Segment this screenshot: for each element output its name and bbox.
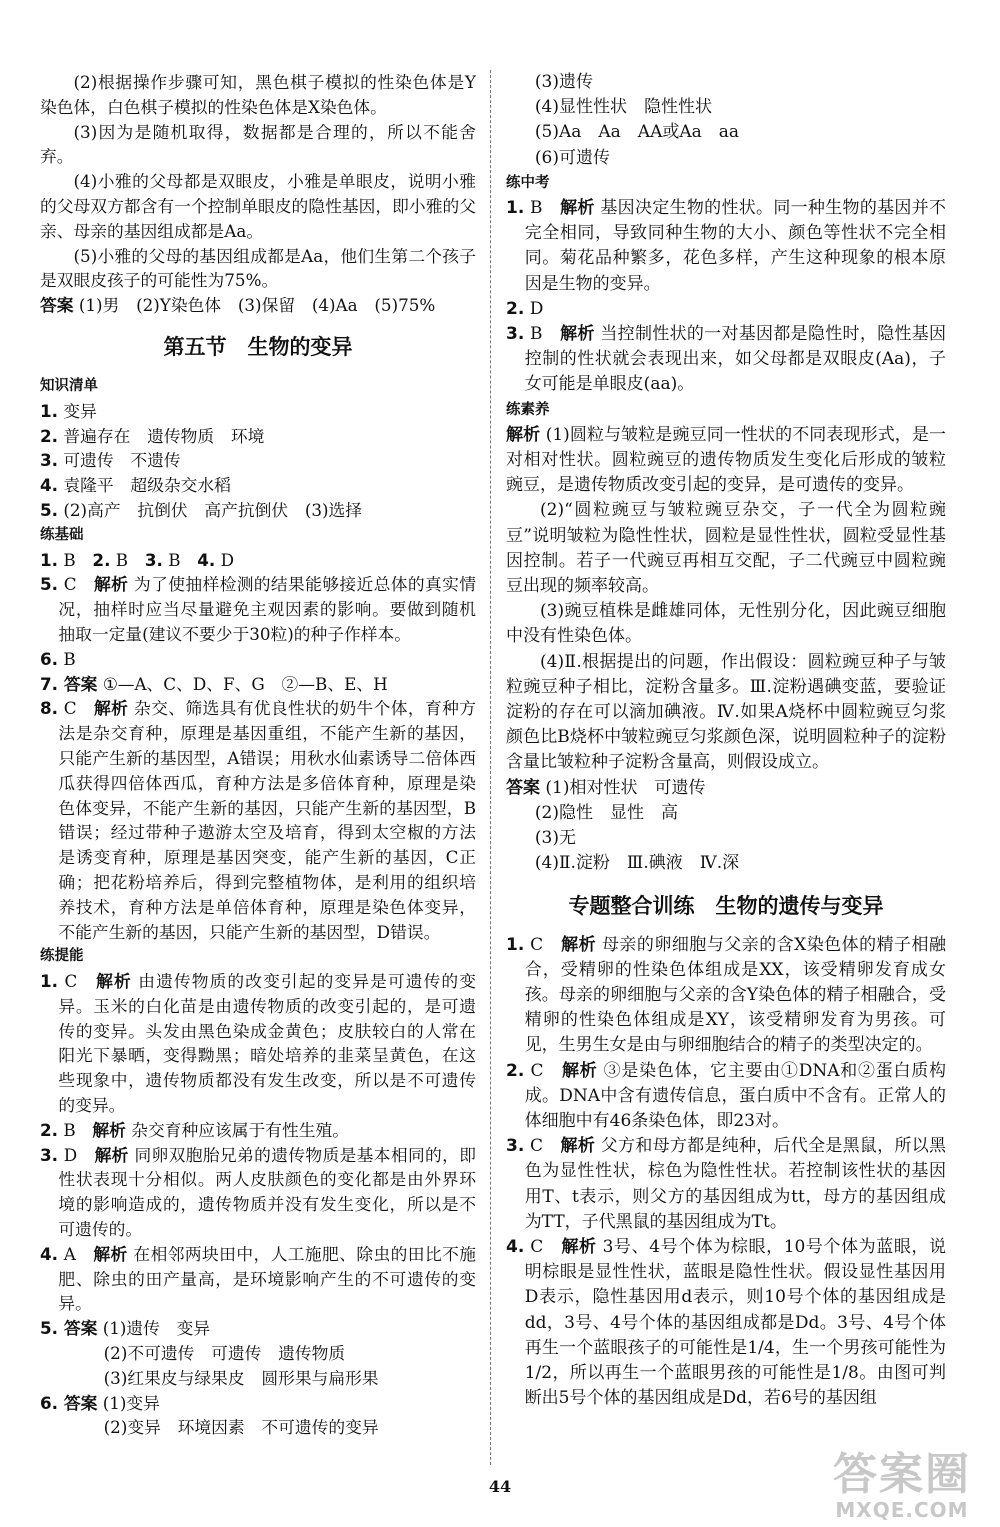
list-item: 3. D 解析 同卵双胞胎兄弟的遗传物质是基本相同的，即性状表现十分相似。两人皮肤颜色的变化都是由外界环境的影响造成的，遗传物质并没有发生变化，所以是不可遗传的。 [40,1144,476,1240]
list-item: 1. B 2. B 3. B 4. D [40,549,235,570]
section-title: 专题整合训练 生物的遗传与变异 [568,893,884,918]
answer-subline: (2)不可遗传 可遗传 遗传物质 [103,1343,346,1364]
list-item: 2. D [506,298,544,319]
list-item: 1. 变异 [40,400,97,421]
column-divider [490,70,491,1465]
answer-subline: (3)红果皮与绿果皮 圆形果与扁形果 [103,1367,379,1388]
paragraph: 解析 (1)圆粒与皱粒是豌豆同一性状的不同表现形式，是一对相对性状。圆粒豌豆的遗传物质发生变化后形成的皱粒豌豆，是遗传物质改变引起的变异，是可遗传的变异。 [506,424,947,496]
list-item: 6. 答案 (1)变异 [40,1392,160,1413]
answer-line: 答案 (1)相对性状 可遗传 [506,777,706,798]
subsection-heading: 练素养 [506,401,550,418]
list-item: 6. B [40,648,76,669]
subsection-heading: 知识清单 [40,377,98,394]
list-item: 1. C 解析 由遗传物质的改变引起的变异是可遗传的变异。玉米的白化苗是由遗传物质的改变引起的，是可遗传的变异。头发由黑色染成金黄色；皮肤较白的人常在阳光下暴晒，变得黝黑；暗处培养的韭菜呈黄色，在这些现象中，遗传物质都没有发生改变，所以是不可遗传的变异。 [40,971,476,1116]
paragraph: (2)根据操作步骤可知，黑色棋子模拟的性染色体是Y染色体，白色棋子模拟的性染色体是X染色体。 [40,72,476,117]
paragraph: (4)Ⅱ.根据提出的问题，作出假设：圆粒豌豆种子与皱粒豌豆种子相比，淀粉含量多。Ⅲ.淀粉遇碘变蓝，要验证淀粉的存在可以滴加碘液。Ⅳ.如果A烧杯中圆粒豌豆匀浆颜色比B烧杯中皱粒豌豆匀浆颜色深，说明圆粒种子的淀粉含量比皱粒种子淀粉含量高，则假设成立。 [506,651,946,773]
list-item: 1. B 解析 基因决定生物的性状。同一种生物的基因并不完全相同，导致同种生物的大小、颜色等性状不完全相同。菊花品种繁多，花色多样，产生这种现象的根本原因是生物的变异。 [506,198,947,294]
answer-subline: (2)隐性 显性 高 [534,802,678,823]
answer-subline: (3)无 [534,828,576,849]
list-item: 3. B 解析 当控制性状的一对基因都是隐性时，隐性基因控制的性状就会表现出来，如父母都是双眼皮(Aa)，子女可能是单眼皮(aa)。 [506,324,947,395]
watermark-text: 答案圈 [833,1449,971,1500]
list-item: 4. C 解析 3号、4号个体为棕眼，10号个体为蓝眼，说明棕眼是显性性状，蓝眼是隐性性状。假设显性基因用D表示，隐性基因用d表示，则10号个体的基因组成是dd，3号、4号个体的基因组成都是Dd。3号、4号个体再生一个蓝眼孩子的可能性是1/4，生一个男孩可能性为1/2，所以再生一个蓝眼男孩的可能性是1/8。由图可判断出5号个体的基因组成是Dd，若6号的基因组 [506,1236,946,1409]
answer-subline: (4)Ⅱ.淀粉 Ⅲ.碘液 Ⅳ.深 [534,853,740,874]
list-item: 3. 可遗传 不遗传 [40,450,181,471]
section-title: 第五节 生物的变异 [163,334,353,359]
list-item: 7. 答案 ①—A、C、D、F、G ②—B、E、H [40,673,388,694]
answer-line: 答案 (1)男 (2)Y染色体 (3)保留 (4)Aa (5)75% [40,295,436,316]
left-column [40,70,476,1440]
list-item: 4. 袁隆平 超级杂交水稻 [40,475,231,496]
answer-subline: (2)变异 环境因素 不可遗传的变异 [103,1417,379,1438]
subsection-heading: 练提能 [40,948,84,965]
list-item: 5. 答案 (1)遗传 变异 [40,1318,211,1339]
page-number: 44 [488,1477,512,1496]
right-column [506,70,946,1411]
paragraph: (3)豌豆植株是雌雄同体，无性别分化，因此豌豆细胞中没有性染色体。 [506,601,946,647]
list-item: 2. 普遍存在 遗传物质 环境 [40,425,265,446]
answer-subline: (3)遗传 [534,72,593,92]
paragraph: (4)小雅的父母都是双眼皮，小雅是单眼皮，说明小雅的父母双方都含有一个控制单眼皮的隐性基因，即小雅的父亲、母亲的基因组成都是Aa。 [40,171,476,241]
answer-subline: (5)Aa Aa AA或Aa aa [534,122,740,143]
answer-subline: (4)显性性状 隐性性状 [534,97,712,118]
list-item: 3. C 解析 父方和母方都是纯种，后代全是黑鼠，所以黑色为显性性状，棕色为隐性性状。若控制该性状的基因用T、t表示，则父方的基因组成为tt，母方的基因组成为TT，子代黑鼠的基因组成为Tt。 [506,1136,947,1232]
list-item: 1. C 解析 母亲的卵细胞与父亲的含X染色体的精子相融合，受精卵的性染色体组成是XX，该受精卵发育成女孩。母亲的卵细胞与父亲的含Y染色体的精子相融合，受精卵的性染色体组成是XY，该受精卵发育为男孩。可见，生男生女是由与卵细胞结合的精子的类型决定的。 [506,934,946,1056]
paragraph: (3)因为是随机取得，数据都是合理的，所以不能舍弃。 [40,121,476,167]
list-item: 2. C 解析 ③是染色体，它主要由①DNA和②蛋白质构成。DNA中含有遗传信息，蛋白质中不含有。正常人的体细胞中有46条染色体，即23对。 [506,1060,947,1131]
list-item: 8. C 解析 杂交、筛选具有优良性状的奶牛个体，育种方法是杂交育种，原理是基因重组，不能产生新的基因，只能产生新的基因型，A错误；用秋水仙素诱导二倍体西瓜获得四倍体西瓜，育种方法是多倍体育种，原理是染色体变异，不能产生新的基因，只能产生新的基因型，B错误；经过带种子遨游太空及培育，得到太空椒的方法是诱变育种，原理是基因突变，能产生新的基因，C正确；把花粉培养后，得到完整植物体，是利用的组织培养技术，育种方法是单倍体育种，原理是染色体变异，不能产生新的基因，只能产生新的基因型，D错误。 [40,698,476,942]
list-item: 5. (2)高产 抗倒伏 高产抗倒伏 (3)选择 [40,499,363,520]
answer-subline: (6)可遗传 [534,147,610,168]
paragraph: (5)小雅的父母的基因组成都是Aa，他们生第二个孩子是双眼皮孩子的可能性为75%。 [40,245,476,291]
watermark-url: MXQE.COM [835,1498,969,1522]
paragraph: (2)“圆粒豌豆与皱粒豌豆杂交，子一代全为圆粒豌豆”说明皱粒为隐性性状，圆粒是显性性状，圆粒受显性基因控制。若子一代豌豆再相互交配，子二代豌豆中圆粒豌豆出现的频率较高。 [506,500,946,597]
list-item: 5. C 解析 为了使抽样检测的结果能够接近总体的真实情况，抽样时应当尽量避免主观因素的影响。要做到随机抽取一定量(建议不要少于30粒)的种子作样本。 [40,574,476,644]
subsection-heading: 练中考 [506,174,550,191]
subsection-heading: 练基础 [40,526,84,543]
list-item: 4. A 解析 在相邻两块田中，人工施肥、除虫的田比不施肥、除虫的田产量高，是环境影响产生的不可遗传的变异。 [40,1243,476,1314]
list-item: 2. B 解析 杂交育种应该属于有性生殖。 [40,1119,350,1140]
watermark-logo [812,1451,992,1521]
